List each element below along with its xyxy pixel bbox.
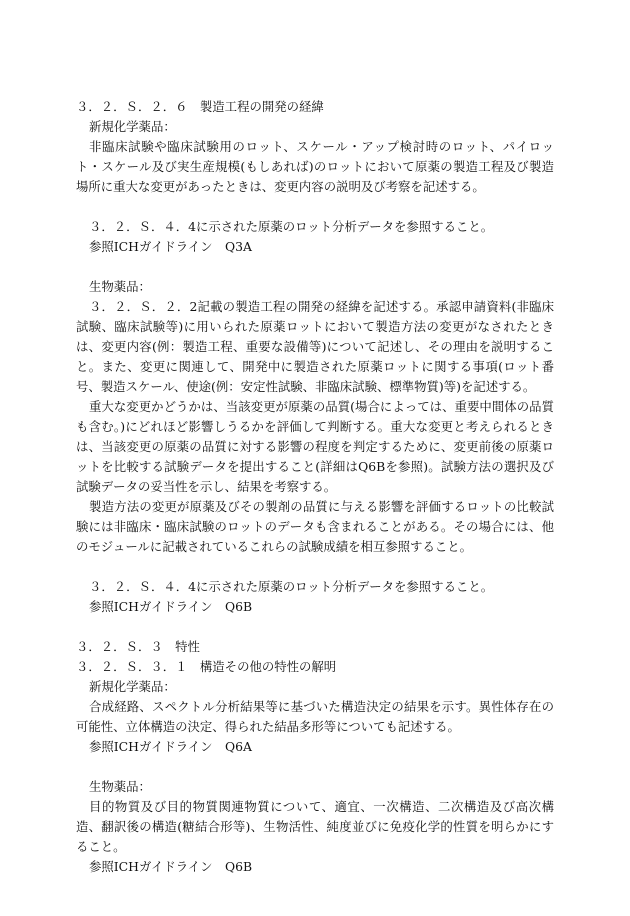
section-heading-3-2-s-2-6: ３．２．Ｓ．２．６ 製造工程の開発の経緯	[76, 99, 324, 114]
bio-guideline: 参照ICHガイドライン Q6B	[89, 859, 253, 874]
nce-guideline: 参照ICHガイドライン Q6A	[89, 739, 252, 754]
bio-paragraph: 目的物質及び目的物質関連物質について、適宜、一次構造、二次構造及び高次構造、翻訳後の構造(糖結合形等)、生物活性、純度並びに免疫化学的性質を明らかにすること。	[76, 799, 554, 854]
spacer	[76, 257, 554, 277]
nce-paragraph: 非臨床試験や臨床試験用のロット、スケール・アップ検討時のロット、パイロット・スケール及び実生産規模(もしあれば)のロットにおいて原薬の製造工程及び製造場所に重大な変更があったときは、変更内容の説明及び考察を記述する。	[76, 139, 554, 194]
section-heading-3-2-s-3-1: ３．２．Ｓ．３．１ 構造その他の特性の解明	[76, 659, 337, 674]
bio-paragraph-3: 製造方法の変更が原薬及びその製剤の品質に与える影響を評価するロットの比較試験には非臨床・臨床試験のロットのデータも含まれることがある。その場合には、他のモジュールに記載されているこれらの試験成績を相互参照すること。	[76, 499, 554, 554]
bio-reference: ３．２．Ｓ．４．4に示された原薬のロット分析データを参照すること。	[89, 579, 494, 594]
nce-label: 新規化学薬品：	[89, 119, 176, 134]
nce-guideline: 参照ICHガイドライン Q3A	[89, 239, 252, 254]
page-content	[76, 97, 554, 877]
spacer	[76, 617, 554, 637]
section-heading-3-2-s-3: ３．２．Ｓ．３ 特性	[76, 639, 200, 654]
nce-label: 新規化学薬品：	[89, 679, 176, 694]
bio-paragraph-2: 重大な変更かどうかは、当該変更が原薬の品質(場合によっては、重要中間体の品質も含む。)にどれほど影響しうるかを評価して判断する。重大な変更と考えられるときは、当該変更の原薬の品質に対する影響の程度を判定するために、変更前後の原薬ロットを比較する試験データを提出すること(詳細はQ6Bを参照)。試験方法の選択及び試験データの妥当性を示し、結果を考察する。	[76, 399, 554, 494]
spacer	[76, 757, 554, 777]
bio-guideline: 参照ICHガイドライン Q6B	[89, 599, 253, 614]
nce-reference: ３．２．Ｓ．４．4に示された原薬のロット分析データを参照すること。	[89, 219, 494, 234]
nce-paragraph: 合成経路、スペクトル分析結果等に基づいた構造決定の結果を示す。異性体存在の可能性、立体構造の決定、得られた結晶多形等についても記述する。	[76, 699, 554, 734]
bio-label: 生物薬品：	[89, 779, 151, 794]
bio-paragraph-1: ３．２．Ｓ．２．2記載の製造工程の開発の経緯を記述する。承認申請資料(非臨床試験、臨床試験等)に用いられた原薬ロットにおいて製造方法の変更がなされたときは、変更内容(例：製造工程、重要な設備等)について記述し、その理由を説明すること。また、変更に関連して、開発中に製造された原薬ロットに関する事項(ロット番号、製造スケール、使途(例：安定性試験、非臨床試験、標準物質)等)を記述する。	[76, 299, 554, 394]
bio-label: 生物薬品：	[89, 279, 151, 294]
spacer	[76, 557, 554, 577]
spacer	[76, 197, 554, 217]
